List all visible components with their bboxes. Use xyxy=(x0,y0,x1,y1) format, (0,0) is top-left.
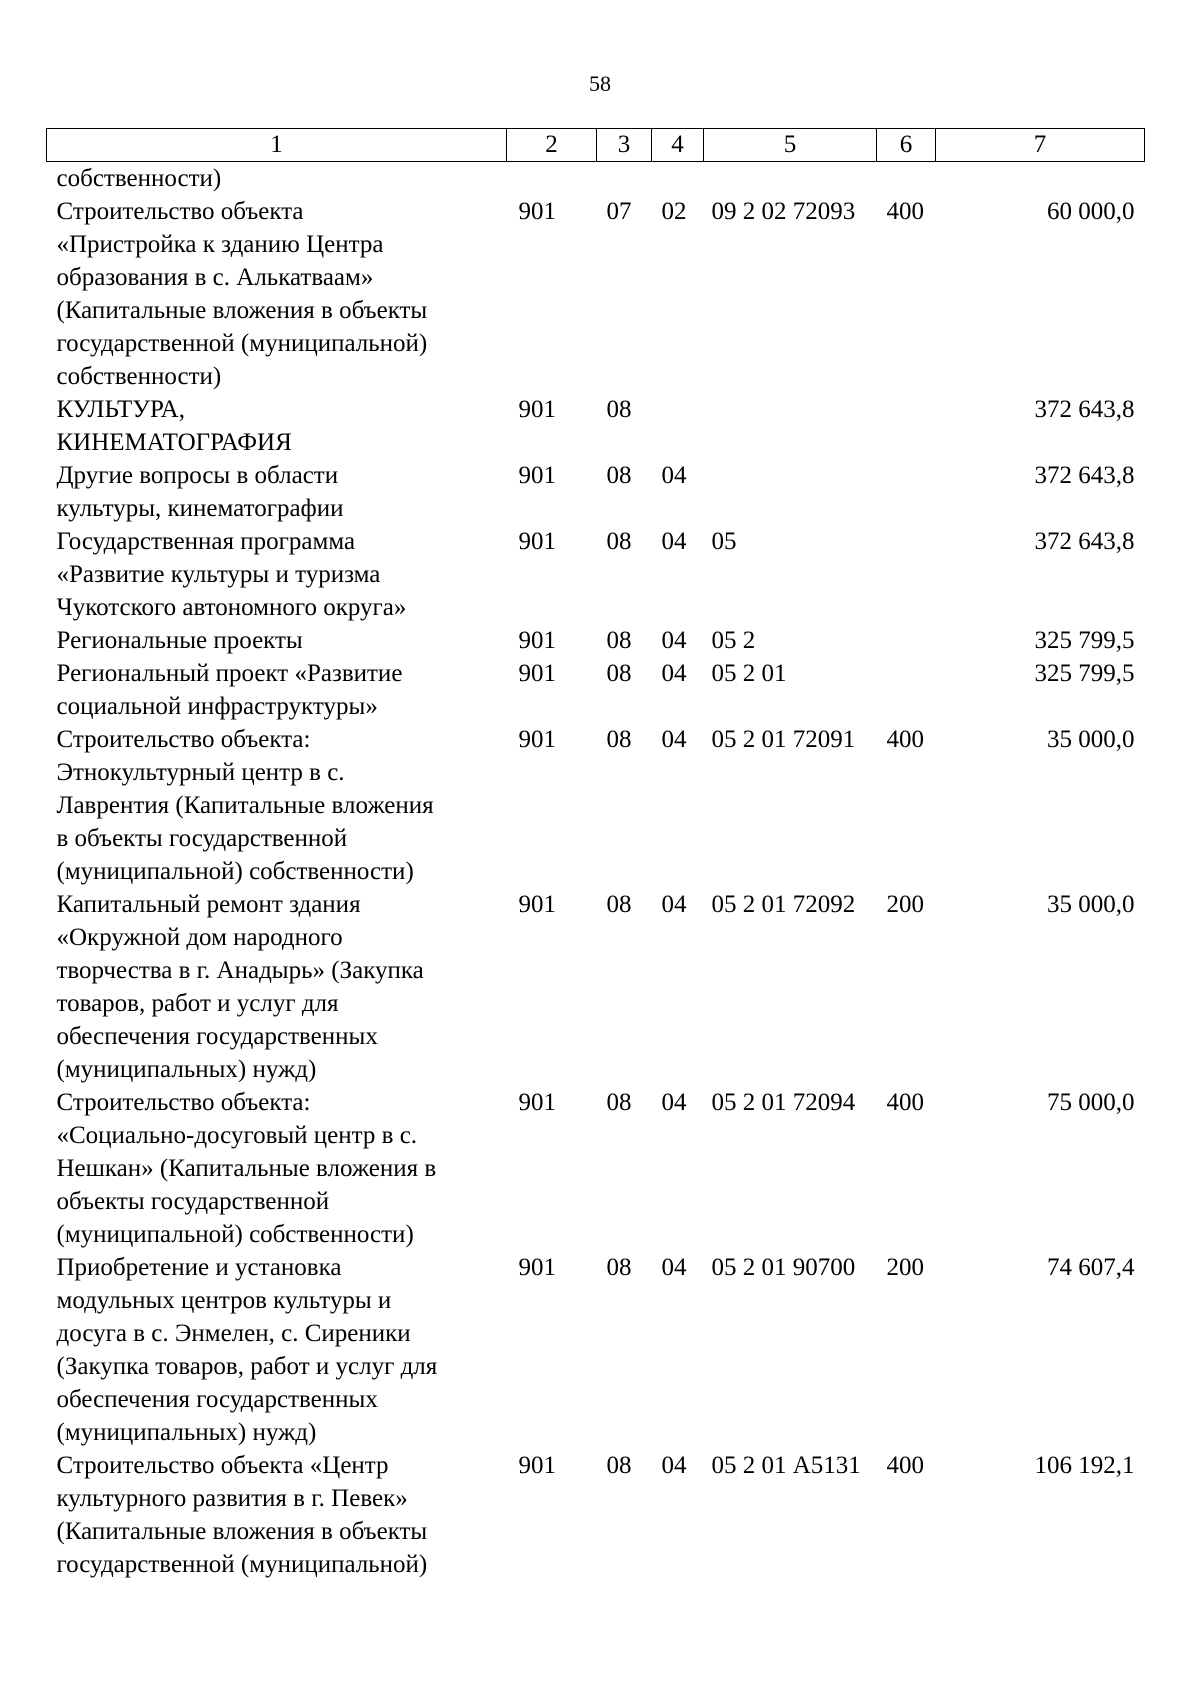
expense-type-cell: 400 xyxy=(886,1452,924,1479)
target-article-cell xyxy=(704,459,877,525)
row-name-cell xyxy=(47,1251,507,1449)
section-code-cell: 08 xyxy=(606,528,632,555)
row-name-line: Региональные проекты xyxy=(56,627,303,654)
amount-cell: 35 000,0 xyxy=(1047,891,1135,918)
ministry-code-cell xyxy=(507,162,597,196)
table-header-row xyxy=(47,129,1145,162)
table-row xyxy=(47,525,1145,624)
row-name-line: (Капитальные вложения в объекты xyxy=(56,1518,428,1545)
ministry-code-cell: 901 xyxy=(518,396,556,423)
row-name-line: досуга в с. Энмелен, с. Сиреники xyxy=(56,1320,411,1347)
amount-cell: 325 799,5 xyxy=(1034,627,1135,654)
row-name-cell xyxy=(47,1086,507,1251)
ministry-code-cell: 901 xyxy=(518,528,556,555)
row-name-cell xyxy=(47,657,507,723)
subsection-code-cell xyxy=(652,162,704,196)
table-body xyxy=(47,162,1145,1582)
section-code-cell: 08 xyxy=(606,1452,632,1479)
row-name-line: Строительство объекта: xyxy=(56,726,311,753)
row-name-line: (муниципальной) собственности) xyxy=(56,858,414,885)
row-name-cell xyxy=(47,195,507,393)
subsection-code-cell: 04 xyxy=(661,891,687,918)
row-name-line: собственности) xyxy=(56,363,222,390)
row-name-line: культурного развития в г. Певек» xyxy=(56,1485,408,1512)
row-name-line: «Пристройка к зданию Центра xyxy=(56,231,384,258)
target-article-cell: 05 2 01 72094 xyxy=(711,1089,856,1116)
expense-type-cell: 400 xyxy=(886,1089,924,1116)
row-name-cell xyxy=(47,723,507,888)
section-code-cell: 08 xyxy=(606,1254,632,1281)
amount-cell: 372 643,8 xyxy=(1034,396,1135,423)
target-article-cell: 05 2 01 А5131 xyxy=(711,1452,861,1479)
expense-type-cell xyxy=(877,624,936,657)
expense-type-cell: 200 xyxy=(886,1254,924,1281)
row-name-line: Этнокультурный центр в с. xyxy=(56,759,345,786)
target-article-cell: 05 xyxy=(711,528,737,555)
section-code-cell: 08 xyxy=(606,1089,632,1116)
section-code-cell: 08 xyxy=(606,726,632,753)
header-cell-2: 2 xyxy=(507,129,597,162)
amount-cell: 60 000,0 xyxy=(1047,198,1135,225)
table-row xyxy=(47,657,1145,723)
table-row xyxy=(47,1086,1145,1251)
ministry-code-cell: 901 xyxy=(518,1254,556,1281)
ministry-code-cell: 901 xyxy=(518,726,556,753)
row-name-cell xyxy=(47,162,507,196)
row-name-line: (муниципальных) нужд) xyxy=(56,1056,317,1083)
amount-cell: 75 000,0 xyxy=(1047,1089,1135,1116)
expense-type-cell: 400 xyxy=(886,726,924,753)
budget-table xyxy=(46,128,1145,1581)
row-name-line: Государственная программа xyxy=(56,528,356,555)
row-name-line: социальной инфраструктуры» xyxy=(56,693,378,720)
target-article-cell: 05 2 01 xyxy=(711,660,787,687)
row-name-line: (Закупка товаров, работ и услуг для xyxy=(56,1353,438,1380)
section-code-cell: 08 xyxy=(606,891,632,918)
subsection-code-cell: 04 xyxy=(661,528,687,555)
header-cell-1: 1 xyxy=(47,129,507,162)
section-code-cell: 08 xyxy=(606,627,632,654)
row-name-line: Приобретение и установка xyxy=(56,1254,342,1281)
header-cell-7: 7 xyxy=(936,129,1145,162)
row-name-line: государственной (муниципальной) xyxy=(56,330,428,357)
table-row xyxy=(47,393,1145,459)
amount-cell: 74 607,4 xyxy=(1047,1254,1135,1281)
page-number: 58 xyxy=(589,71,611,96)
target-article-cell: 05 2 01 90700 xyxy=(711,1254,856,1281)
subsection-code-cell: 04 xyxy=(661,627,687,654)
expense-type-cell xyxy=(877,459,936,525)
row-name-line: Строительство объекта: xyxy=(56,1089,311,1116)
row-name-line: в объекты государственной xyxy=(56,825,348,852)
row-name-cell xyxy=(47,393,507,459)
table-row xyxy=(47,624,1145,657)
section-code-cell: 08 xyxy=(606,660,632,687)
row-name-line: Строительство объекта «Центр xyxy=(56,1452,389,1479)
row-name-line: модульных центров культуры и xyxy=(56,1287,392,1314)
row-name-cell xyxy=(47,459,507,525)
row-name-line: Нешкан» (Капитальные вложения в xyxy=(56,1155,437,1182)
subsection-code-cell: 04 xyxy=(661,660,687,687)
row-name-line: КИНЕМАТОГРАФИЯ xyxy=(56,429,292,456)
table-row xyxy=(47,888,1145,1086)
row-name-line: Другие вопросы в области xyxy=(56,462,339,489)
ministry-code-cell: 901 xyxy=(518,891,556,918)
row-name-line: объекты государственной xyxy=(56,1188,330,1215)
row-name-line: Лаврентия (Капитальные вложения xyxy=(56,792,434,819)
row-name-line: (муниципальной) собственности) xyxy=(56,1221,414,1248)
section-code-cell: 08 xyxy=(606,396,632,423)
expense-type-cell: 200 xyxy=(886,891,924,918)
row-name-line: Чукотского автономного округа» xyxy=(56,594,407,621)
row-name-line: Капитальный ремонт здания xyxy=(56,891,361,918)
amount-cell: 106 192,1 xyxy=(1034,1452,1135,1479)
row-name-line: Строительство объекта xyxy=(56,198,304,225)
row-name-cell xyxy=(47,1449,507,1581)
expense-type-cell xyxy=(877,657,936,723)
row-name-line: творчества в г. Анадырь» (Закупка xyxy=(56,957,424,984)
section-code-cell: 08 xyxy=(606,462,632,489)
row-name-line: культуры, кинематографии xyxy=(56,495,344,522)
row-name-line: Региональный проект «Развитие xyxy=(56,660,403,687)
row-name-line: (Капитальные вложения в объекты xyxy=(56,297,428,324)
subsection-code-cell: 02 xyxy=(661,198,687,225)
row-name-line: (муниципальных) нужд) xyxy=(56,1419,317,1446)
target-article-cell: 09 2 02 72093 xyxy=(711,198,856,225)
subsection-code-cell: 04 xyxy=(661,462,687,489)
header-cell-6: 6 xyxy=(877,129,936,162)
row-name-line: образования в с. Алькатваам» xyxy=(56,264,374,291)
row-name-cell xyxy=(47,888,507,1086)
ministry-code-cell: 901 xyxy=(518,198,556,225)
subsection-code-cell xyxy=(652,393,704,459)
ministry-code-cell: 901 xyxy=(518,660,556,687)
row-name-line: «Окружной дом народного xyxy=(56,924,343,951)
amount-cell: 325 799,5 xyxy=(1034,660,1135,687)
row-name-line: КУЛЬТУРА, xyxy=(56,396,185,423)
expense-type-cell xyxy=(877,525,936,624)
table-row xyxy=(47,723,1145,888)
table-row xyxy=(47,195,1145,393)
amount-cell xyxy=(936,162,1145,196)
amount-cell: 35 000,0 xyxy=(1047,726,1135,753)
header-cell-5: 5 xyxy=(704,129,877,162)
ministry-code-cell: 901 xyxy=(518,1452,556,1479)
subsection-code-cell: 04 xyxy=(661,1089,687,1116)
row-name-line: собственности) xyxy=(56,165,222,192)
row-name-cell xyxy=(47,525,507,624)
row-name-line: «Социально-досуговый центр в с. xyxy=(56,1122,418,1149)
target-article-cell: 05 2 01 72091 xyxy=(711,726,856,753)
section-code-cell xyxy=(597,162,652,196)
table-row xyxy=(47,459,1145,525)
row-name-line: обеспечения государственных xyxy=(56,1386,378,1413)
subsection-code-cell: 04 xyxy=(661,1452,687,1479)
subsection-code-cell: 04 xyxy=(661,726,687,753)
expense-type-cell: 400 xyxy=(886,198,924,225)
expense-type-cell xyxy=(877,393,936,459)
row-name-line: обеспечения государственных xyxy=(56,1023,378,1050)
subsection-code-cell: 04 xyxy=(661,1254,687,1281)
table-row xyxy=(47,1251,1145,1449)
amount-cell: 372 643,8 xyxy=(1034,462,1135,489)
header-cell-3: 3 xyxy=(597,129,652,162)
row-name-line: государственной (муниципальной) xyxy=(56,1551,428,1578)
ministry-code-cell: 901 xyxy=(518,1089,556,1116)
section-code-cell: 07 xyxy=(606,198,632,225)
row-name-line: товаров, работ и услуг для xyxy=(56,990,339,1017)
target-article-cell: 05 2 01 72092 xyxy=(711,891,856,918)
amount-cell: 372 643,8 xyxy=(1034,528,1135,555)
row-name-cell xyxy=(47,624,507,657)
expense-type-cell xyxy=(877,162,936,196)
target-article-cell: 05 2 xyxy=(711,627,756,654)
row-name-line: «Развитие культуры и туризма xyxy=(56,561,381,588)
ministry-code-cell: 901 xyxy=(518,462,556,489)
ministry-code-cell: 901 xyxy=(518,627,556,654)
table-row xyxy=(47,162,1145,196)
table-row xyxy=(47,1449,1145,1581)
target-article-cell xyxy=(704,162,877,196)
header-cell-4: 4 xyxy=(652,129,704,162)
target-article-cell xyxy=(704,393,877,459)
